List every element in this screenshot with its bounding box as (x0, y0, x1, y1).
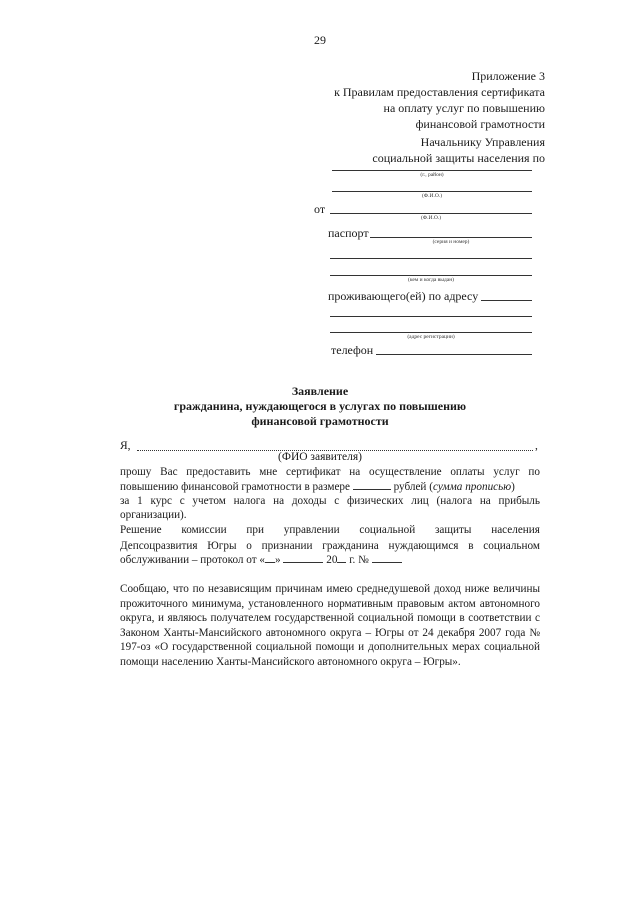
amount-field[interactable] (353, 480, 391, 490)
protocol-number-field[interactable] (372, 553, 402, 563)
p2-line-1 (120, 524, 540, 536)
passport-caption: (серия и номер) (432, 239, 470, 245)
fio-applicant-caption: (Ф.И.О.) (420, 215, 442, 221)
protocol-year-field[interactable] (337, 553, 346, 563)
p1-line-4: организации). (120, 509, 187, 521)
from-line[interactable] (330, 213, 532, 214)
p2-word: защиты (435, 524, 472, 536)
issued-caption: (кем и когда выдан) (407, 277, 455, 283)
p1-line-1: прошу Вас предоставить мне сертификат на осуществление оплаты услуг по (120, 466, 540, 478)
p2-word: управлении (283, 524, 340, 536)
applicant-caption: (ФИО заявителя) (278, 451, 362, 463)
title-line-1: Заявление (291, 384, 349, 398)
p1-line-2 (120, 480, 515, 493)
address-line-2[interactable] (330, 332, 532, 333)
p2-word: Решение (120, 524, 162, 536)
appendix-line-2: к Правилам предоставления сертификата (334, 85, 545, 99)
passport-label: паспорт (328, 226, 369, 240)
fio-recipient-line[interactable] (332, 191, 532, 192)
phone-line[interactable] (376, 354, 532, 355)
p3-text: Сообщаю, что по независящим причинам имею среднедушевой доход ниже величины прожиточного минимума, установленного нормативным правовым актом автономного округа, и являюсь получателем государственной социальной помощи в соответствии с Законом Ханты-Мансийского автономного округа – Югры от 24 декабря 2007 года № 197-оз «О государственной социальной помощи и дополнительных мерах социальной помощи населению Ханты-Мансийского автономного округа – Югры». (120, 583, 540, 668)
passport-line[interactable] (370, 237, 532, 238)
p2-word: комиссии (181, 524, 227, 536)
p1-line-3: за 1 курс с учетом налога на доходы с физических лиц (налога на прибыль (120, 495, 540, 507)
from-label: от (314, 202, 326, 216)
page-number: 29 (314, 33, 326, 47)
p2-line-2: Депсоцразвития Югры о признании гражданина нуждающимся в социальном (120, 540, 540, 552)
protocol-month-field[interactable] (283, 553, 323, 563)
applicant-suffix: , (535, 440, 538, 452)
title-line-2: гражданина, нуждающегося в услугах по повышению (173, 399, 467, 413)
p2-word: при (246, 524, 264, 536)
issued-line-1[interactable] (330, 258, 532, 259)
district-line[interactable] (332, 170, 532, 171)
p1-line-2c: ) (511, 481, 515, 493)
district-caption: (г., район) (420, 172, 444, 178)
address-line-1[interactable] (330, 316, 532, 317)
p2-line-3c: 20 (326, 554, 338, 566)
p2-line-3b: » (275, 554, 281, 566)
address-caption: (адрес регистрации) (407, 334, 455, 340)
p2-word: населения (491, 524, 540, 536)
recipient-line-1: Начальнику Управления (420, 135, 545, 149)
applicant-prefix: Я, (120, 440, 131, 452)
residing-label: проживающего(ей) по адресу (328, 289, 479, 303)
protocol-day-field[interactable] (265, 553, 275, 563)
p2-word: социальной (359, 524, 416, 536)
applicant-name-field[interactable] (137, 442, 533, 451)
title-line-3: финансовой грамотности (251, 414, 389, 428)
p2-line-3d: г. № (349, 554, 369, 566)
p1-line-2a: повышению финансовой грамотности в размере (120, 481, 350, 493)
recipient-line-2: социальной защиты населения по (372, 151, 545, 165)
issued-line-2[interactable] (330, 275, 532, 276)
p1-italic: сумма прописью (432, 481, 512, 493)
p2-line-3 (120, 553, 402, 566)
p2-line-3a: обслуживании – протокол от « (120, 554, 266, 566)
appendix-line-3: на оплату услуг по повышению (383, 101, 545, 115)
fio-recipient-caption: (Ф.И.О.) (421, 193, 443, 199)
appendix-line-4: финансовой грамотности (415, 117, 545, 131)
p1-line-2b: рублей ( (393, 481, 433, 493)
phone-label: телефон (331, 343, 374, 357)
appendix-line-1: Приложение 3 (471, 69, 545, 83)
residing-line[interactable] (481, 300, 532, 301)
